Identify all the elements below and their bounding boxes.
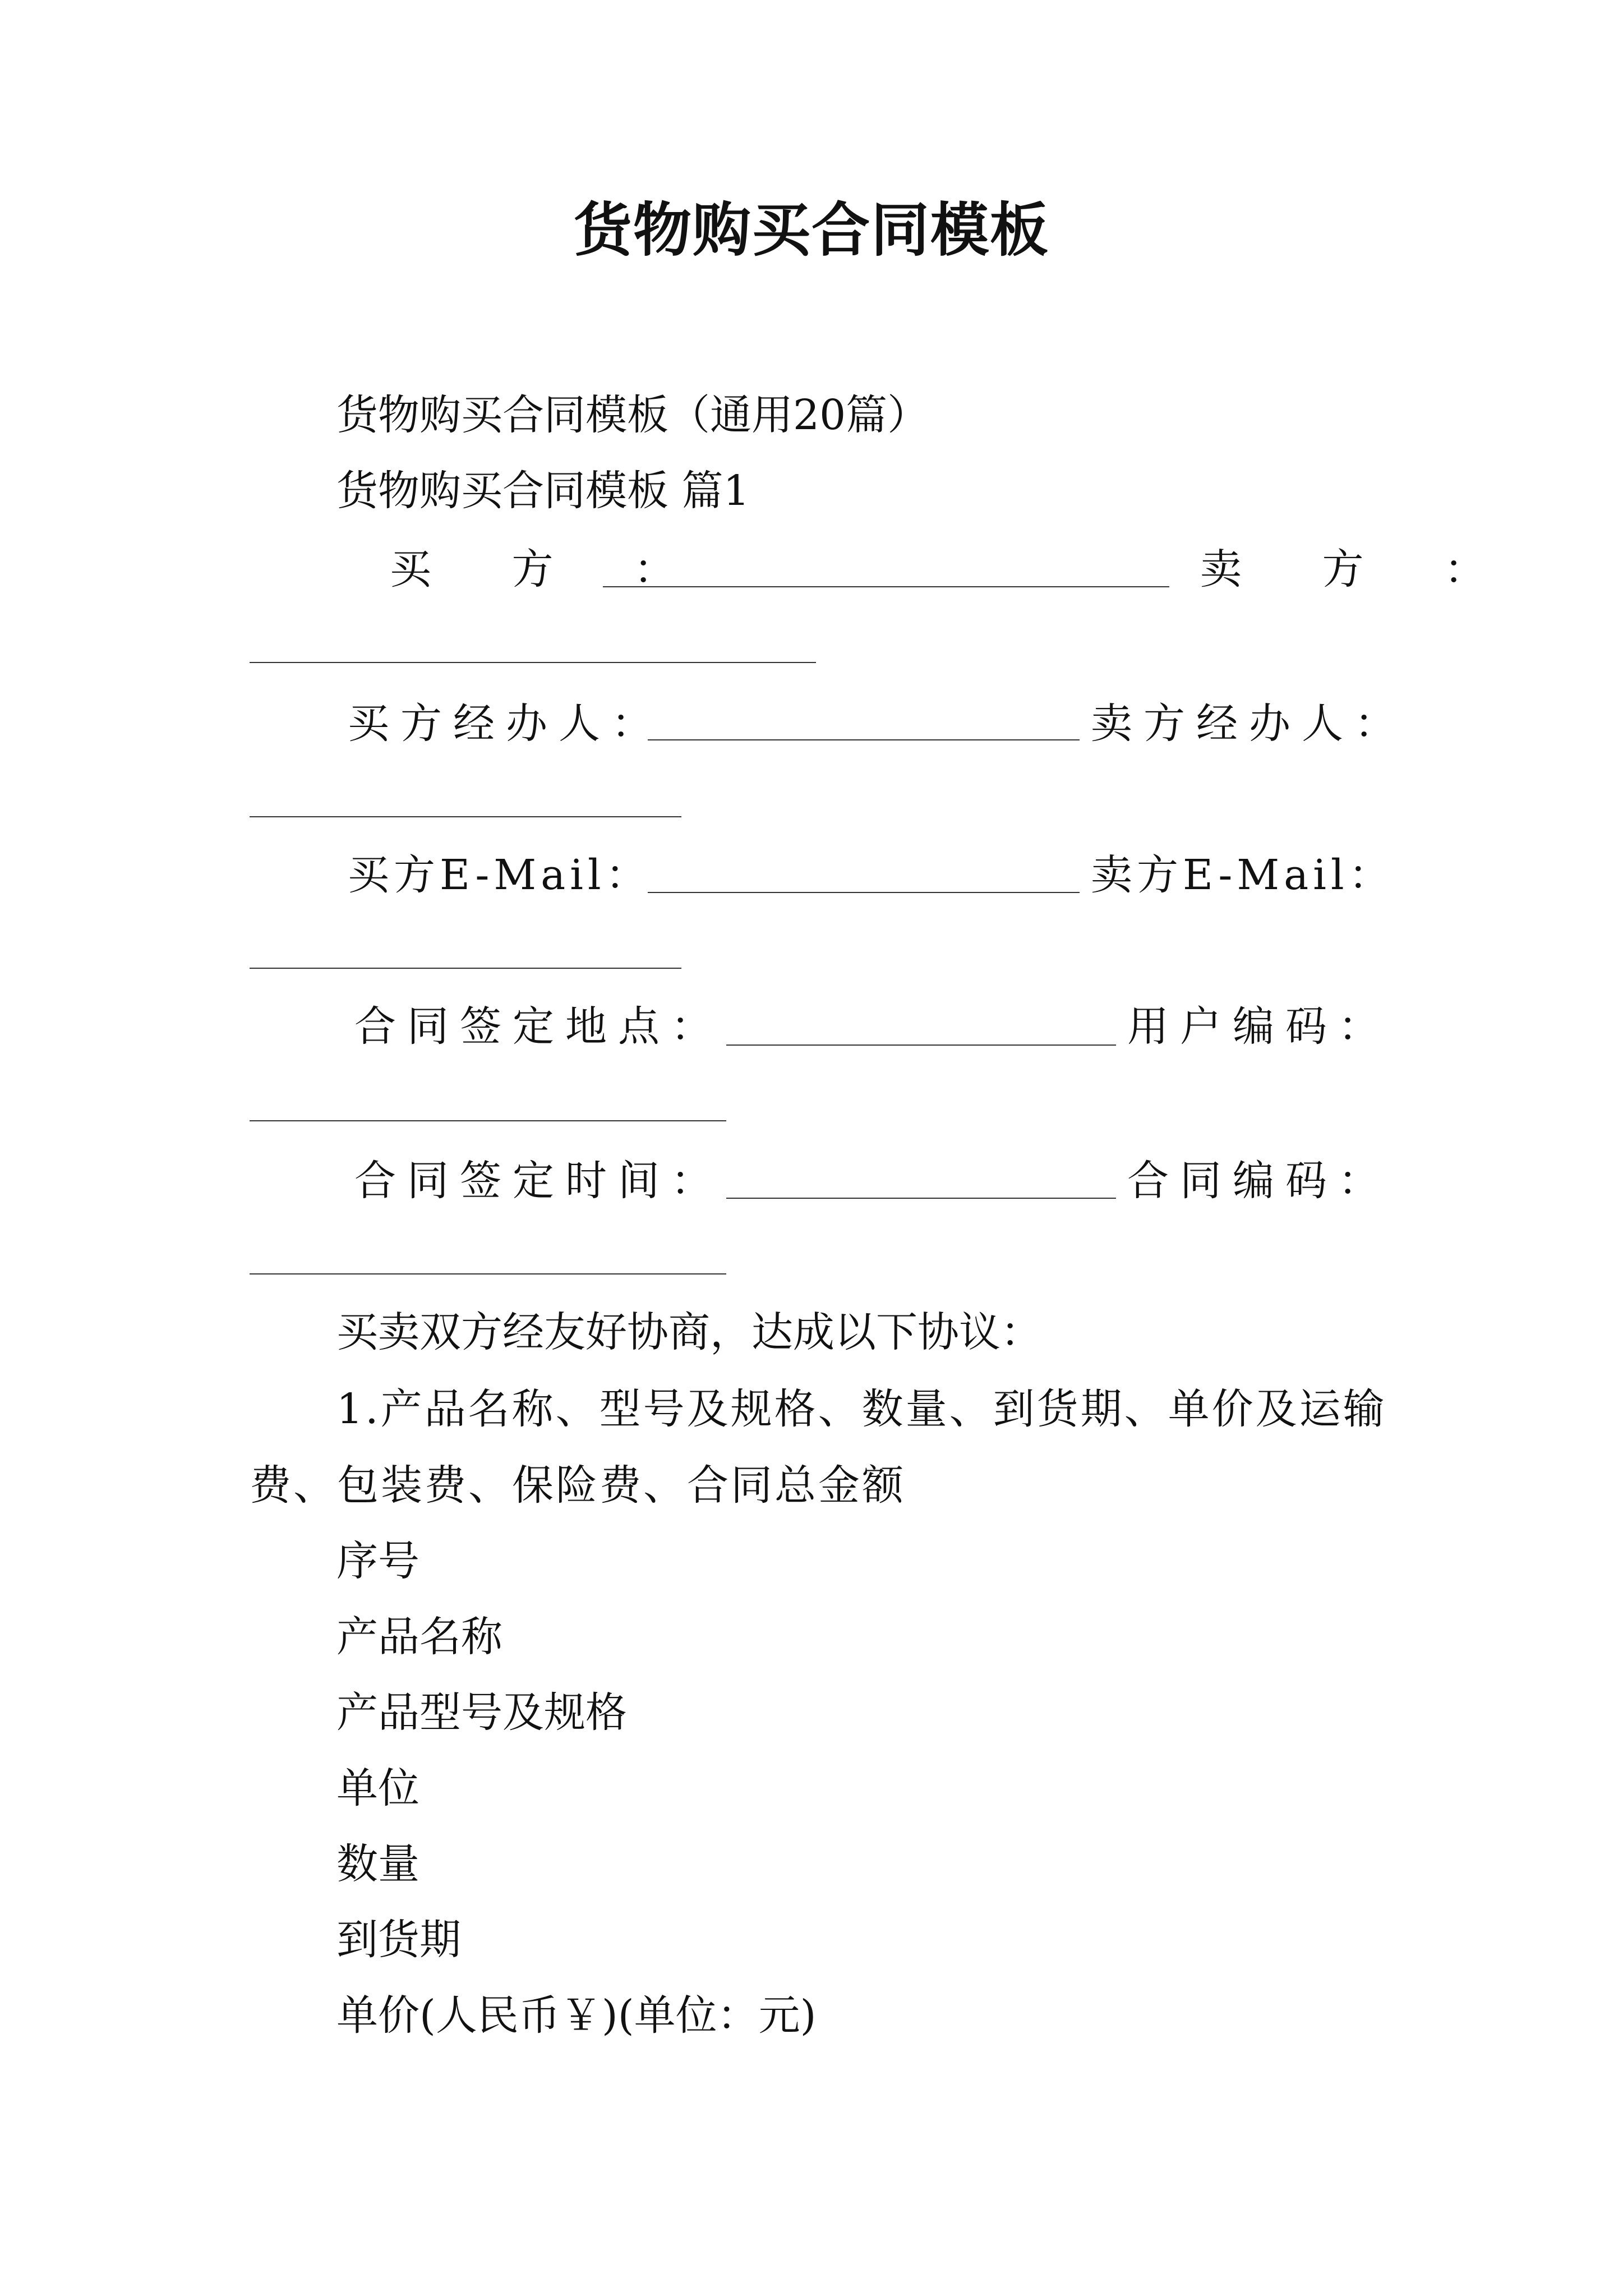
column-quantity: 数量 xyxy=(336,1840,419,1888)
column-model-spec: 产品型号及规格 xyxy=(336,1688,627,1737)
column-delivery-date: 到货期 xyxy=(336,1916,461,1964)
agreement-intro: 买卖双方经友好协商，达成以下协议： xyxy=(336,1308,1042,1356)
buyer-label: 买 方 ： xyxy=(390,545,709,593)
buyer-agent-label: 买方经办人： xyxy=(348,700,664,748)
sign-place-label: 合同签定地点： xyxy=(354,1002,723,1051)
user-code-label: 用户编码： xyxy=(1127,1002,1391,1051)
buyer-email-blank[interactable] xyxy=(648,892,1080,893)
seller-email-blank[interactable] xyxy=(250,968,681,969)
document-title: 货物购买合同模板 xyxy=(573,195,1049,264)
contract-code-label: 合同编码： xyxy=(1127,1157,1391,1205)
clause-1-line-2: 费、包装费、保险费、合同总金额 xyxy=(250,1461,906,1510)
sign-time-blank[interactable] xyxy=(726,1198,1116,1199)
buyer-agent-blank[interactable] xyxy=(648,739,1080,740)
seller-agent-label: 卖方经办人： xyxy=(1091,700,1407,748)
seller-label: 卖 方 ： xyxy=(1200,545,1520,593)
buyer-blank[interactable] xyxy=(603,586,1169,587)
column-unit: 单位 xyxy=(336,1764,419,1812)
seller-email-label: 卖方E-Mail： xyxy=(1091,851,1395,899)
column-serial: 序号 xyxy=(336,1537,419,1585)
document-subtitle: 货物购买合同模板（通用20篇） xyxy=(336,391,929,439)
column-unit-price: 单价(人民币￥)(单位：元) xyxy=(336,1991,817,2040)
contract-code-blank[interactable] xyxy=(250,1273,726,1274)
section-heading: 货物购买合同模板 篇1 xyxy=(336,467,750,515)
seller-agent-blank[interactable] xyxy=(250,816,681,817)
column-product-name: 产品名称 xyxy=(336,1613,502,1661)
clause-1-line-1: 1.产品名称、型号及规格、数量、到货期、单价及运输 xyxy=(336,1385,1387,1433)
buyer-email-label: 买方E-Mail： xyxy=(348,851,652,899)
sign-time-label: 合同签定时间： xyxy=(354,1157,723,1205)
seller-blank[interactable] xyxy=(250,662,816,663)
user-code-blank[interactable] xyxy=(250,1120,726,1121)
sign-place-blank[interactable] xyxy=(726,1045,1116,1046)
